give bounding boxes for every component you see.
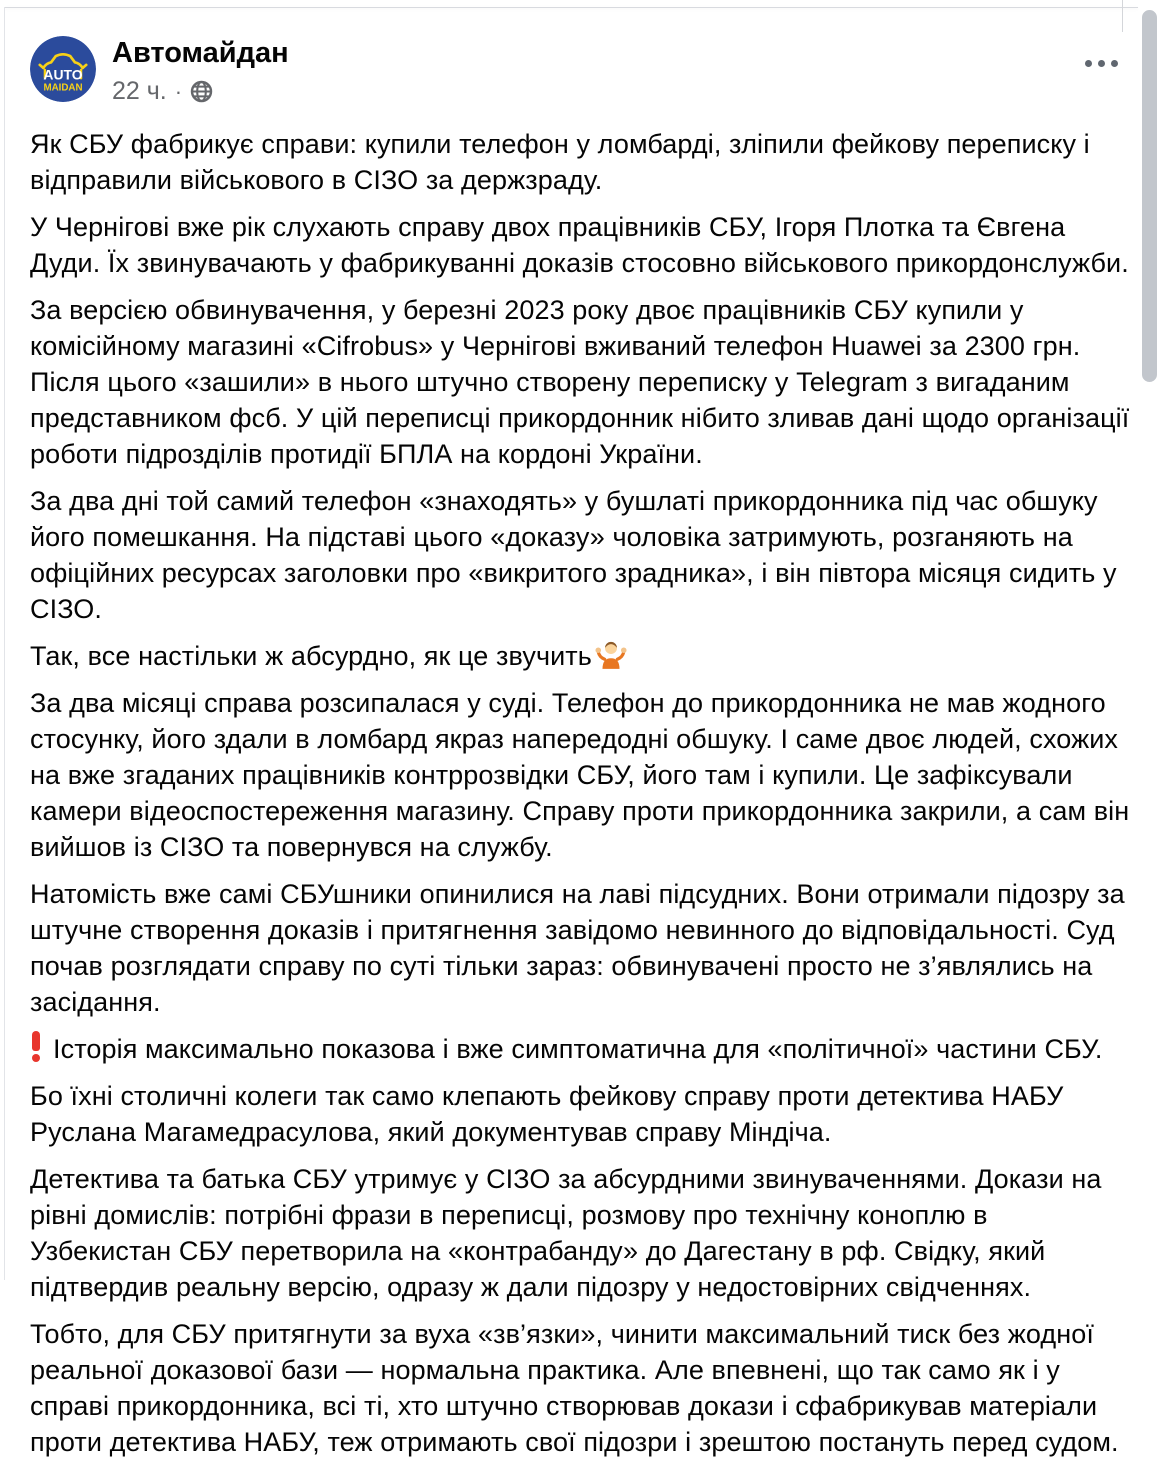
scrollbar-thumb[interactable] [1142,10,1157,382]
avatar-text-auto: AUTO [43,66,83,83]
post-paragraph: Як СБУ фабрикує справи: купили телефон у ломбарді, зліпили фейкову переписку і відправили військового в СІЗО за держзраду. [30,129,1090,196]
author-name[interactable]: Автомайдан [112,37,289,69]
card-right-border [1122,0,1123,32]
post-paragraph: Детектива та батька СБУ утримує у СІЗО за абсурдними звинуваченнями. Докази на рівні домислів: потрібні фрази в переписці, розмову про технічну коноплю в Узбекистан СБУ перетворила на «контрабанду» до Дагестану в рф. Свідку, який підтвердив реальну версію, одразу ж дали підозру у недостовірних свідченнях. [30,1164,1102,1303]
timestamp[interactable]: 22 ч. [112,77,167,106]
person-shrugging-emoji [594,638,628,672]
post-paragraph: За два дні той самий телефон «знаходять» у бушлаті прикордонника під час обшуку його помешкання. На підставі цього «доказу» чоловіка затримують, розганяють на офіційних ресурсах заголовки про «викритого зрадника», і він півтора місяця сидить у СІЗО. [30,486,1117,625]
post-body [30,126,1132,1460]
post-paragraph: За версією обвинувачення, у березні 2023 року двоє працівників СБУ купили у комісійному магазині «Cifrobus» у Чернігові вживаний телефон Huawei за 2300 грн. Після цього «зашили» в нього штучно створену переписку у Telegram з вигаданим представником фсб. У цій переписці прикордонник нібито зливав дані щодо організації роботи підрозділів протидії БПЛА на кордоні України. [30,295,1130,470]
card-top-border [5,7,1138,8]
ellipsis-icon [1111,60,1118,67]
ellipsis-icon [1098,60,1105,67]
globe-icon [190,80,213,103]
post-paragraph: Історія максимально показова і вже симптоматична для «політичної» частини СБУ. [30,1031,1132,1067]
post-header [30,36,1132,106]
post-meta [112,77,289,106]
post-paragraph: Так, все настільки ж абсурдно, як це звучить [30,638,1132,674]
header-texts [112,36,289,106]
red-exclamation-emoji [30,1031,42,1062]
post-paragraph: У Чернігові вже рік слухають справу двох працівників СБУ, Ігоря Плотка та Євгена Дуди. Їх звинувачають у фабрикуванні доказів стосовно військового прикордонслужби. [30,212,1129,279]
post-paragraph: За два місяці справа розсипалася у суді. Телефон до прикордонника не мав жодного стосунку, його здали в ломбард якраз напередодні обшуку. І саме двоє людей, схожих на вже згаданих працівників контррозвідки СБУ, його там і купили. Це зафіксували камери відеоспостереження магазину. Справу проти прикордонника закрили, а сам він вийшов із СІЗО та повернувся на службу. [30,688,1130,863]
ellipsis-icon [1085,60,1092,67]
avatar[interactable] [30,36,96,102]
post-paragraph: Натомість вже самі СБУшники опинилися на лаві підсудних. Вони отримали підозру за штучне створення доказів і притягнення завідомо невинного до відповідальності. Суд почав розглядати справу по суті тільки зараз: обвинувачені просто не з’являлись на засідання. [30,879,1125,1018]
post-options-button[interactable] [1075,50,1128,77]
post-paragraph: Бо їхні столичні колеги так само клепають фейкову справу проти детектива НАБУ Руслана Магамедрасулова, який документував справу Міндіча. [30,1081,1064,1148]
meta-separator: · [174,78,183,104]
card-left-border [4,7,5,1280]
post-paragraph: Тобто, для СБУ притягнути за вуха «зв’язки», чинити максимальний тиск без жодної реальної доказової бази — нормальна практика. Але впевнені, що так само як і у справі прикордонника, всі ті, хто штучно створював докази і сфабрикував матеріали проти детектива НАБУ, теж отримають свої підозри і зрештою постануть перед судом. [30,1319,1119,1458]
avatar-text-maidan: MAIDAN [43,82,83,94]
